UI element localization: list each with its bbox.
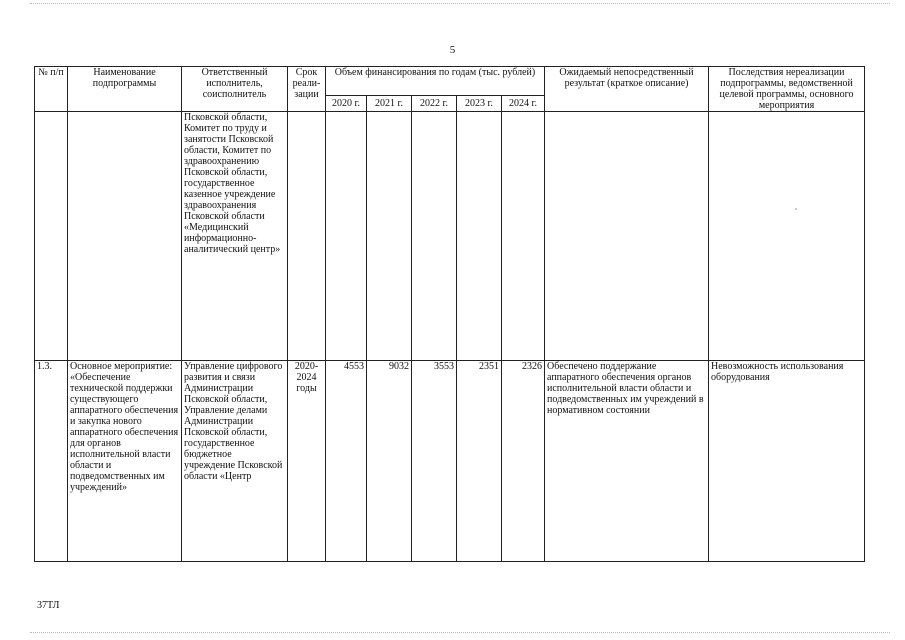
header-executor: Ответственный исполнитель, соисполнитель: [182, 67, 288, 112]
header-year-2024: 2024 г.: [502, 95, 545, 111]
cell-result: Обеспечено поддержание аппаратного обеспечения органов исполнительной власти области и подведомственных им учреждений в нормативном состоянии: [545, 361, 709, 562]
header-consequences: Последствия нереализации подпрограммы, ведомственной целевой программы, основного мероприятия: [709, 67, 865, 112]
header-name: Наименование подпрограммы: [68, 67, 182, 112]
cell-consequences: [709, 112, 865, 361]
cell-num: 1.3.: [35, 361, 68, 562]
scan-edge-top: [30, 3, 890, 4]
table-header-row: [35, 67, 865, 96]
header-term: Срок реали-зации: [288, 67, 326, 112]
cell-2024: 2326: [502, 361, 545, 562]
cell-executor: Псковской области, Комитет по труду и занятости Псковской области, Комитет по здравоохранению Псковской области, государственное казенное учреждение здравоохранения Псковской области «Медицинский информационно-аналитический центр»: [182, 112, 288, 361]
page-number: 5: [449, 44, 456, 56]
cell-2020: 4553: [326, 361, 367, 562]
header-year-2023: 2023 г.: [457, 95, 502, 111]
cell-2022: [412, 112, 457, 361]
header-funding: Объем финансирования по годам (тыс. рублей): [326, 67, 545, 96]
cell-term: [288, 112, 326, 361]
cell-2022: 3553: [412, 361, 457, 562]
cell-2021: 9032: [367, 361, 412, 562]
header-year-2020: 2020 г.: [326, 95, 367, 111]
cell-result: [545, 112, 709, 361]
scan-edge-bottom: [30, 632, 890, 633]
header-year-2021: 2021 г.: [367, 95, 412, 111]
header-result: Ожидаемый непосредственный результат (краткое описание): [545, 67, 709, 112]
scan-speck: [795, 208, 797, 210]
table-row: [35, 361, 865, 562]
cell-2023: [457, 112, 502, 361]
header-num: № п/п: [35, 67, 68, 112]
cell-num: [35, 112, 68, 361]
cell-name: [68, 112, 182, 361]
header-year-2022: 2022 г.: [412, 95, 457, 111]
cell-2023: 2351: [457, 361, 502, 562]
cell-name: Основное мероприятие: «Обеспечение технической поддержки существующего аппаратного обеспечения и закупка нового аппаратного обеспечения для органов исполнительной власти области и подведомственных им учреждений»: [68, 361, 182, 562]
cell-executor: Управление цифрового развития и связи Администрации Псковской области, Управление делами Администрации Псковской области, государственное бюджетное учреждение Псковской области «Центр: [182, 361, 288, 562]
cell-consequences: Невозможность использования оборудования: [709, 361, 865, 562]
program-table: [34, 66, 865, 562]
cell-2024: [502, 112, 545, 361]
cell-2020: [326, 112, 367, 361]
cell-term: 2020-2024 годы: [288, 361, 326, 562]
cell-2021: [367, 112, 412, 361]
table-row: [35, 112, 865, 361]
footer-code: 37ТЛ: [37, 600, 60, 611]
